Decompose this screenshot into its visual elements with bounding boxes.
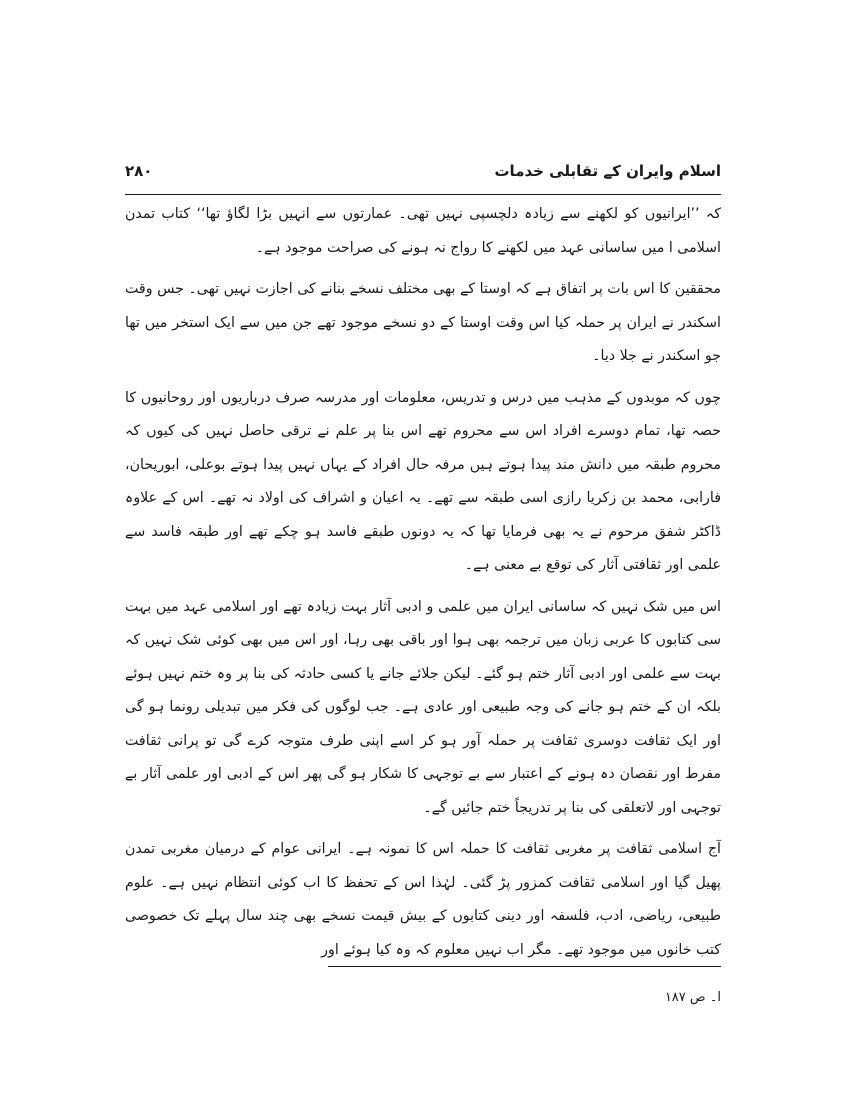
footnote: ا۔ ص ۱۸۷ — [664, 990, 721, 1005]
paragraph: آج اسلامی ثقافت پر مغربی ثقافت کا حملہ اس کا نمونہ ہے۔ ایرانی عوام کے درمیان مغربی تمدن پھیل گیا اور اسلامی ثقافت کمزور پڑ گئی۔ لہٰذا اس کے تحفظ کا اب کوئی انتظام نہیں ہے۔ علوم طبیعی، ریاضی، ادب، فلسفہ اور دینی کتابوں کے بیش قیمت نسخے بھی چند سال پہلے تک خصوصی کتب خانوں میں موجود تھے۔ مگر اب نہیں معلوم کہ وہ کیا ہوئے اور — [125, 841, 721, 958]
body-text — [125, 198, 721, 975]
paragraph: کہ ’’ایرانیوں کو لکھنے سے زیادہ دلچسپی نہیں تھی۔ عمارتوں سے انہیں بڑا لگاؤ تھا‘‘ کتاب تمدن اسلامی ا میں ساسانی عہد میں لکھنے کا رواج نہ ہونے کی صراحت موجود ہے۔ — [125, 206, 721, 256]
page-header — [125, 160, 721, 188]
header-divider — [125, 194, 721, 195]
paragraph: چوں کہ موبدوں کے مذہب میں درس و تدریس، معلومات اور مدرسہ صرف درباریوں اور روحانیوں کا حصہ تھا، تمام دوسرے افراد اس سے محروم تھے اس بنا پر علم نے ترقی حاصل نہیں کی کیوں کہ محروم طبقہ میں دانش مند پیدا ہوتے ہیں مرفہ حال افراد کے یہاں نہیں پیدا ہوتے بوعلی، ابوریحان، فارابی، محمد بن زکریا رازی اسی طبقہ سے تھے۔ یہ اعیان و اشراف کی اولاد نہ تھے۔ اس کے علاوہ ڈاکٹر شفق مرحوم نے یہ بھی فرمایا تھا کہ یہ دونوں طبقے فاسد ہو چکے تھے اور طبقہ فاسد سے علمی اور ثقافتی آثار کی توقع بے معنی ہے۔ — [125, 389, 721, 573]
page-number: ۲۸۰ — [125, 162, 153, 180]
footnote-divider — [328, 966, 721, 967]
running-title: اسلام وایران کے تقابلی خدمات — [494, 162, 721, 180]
paragraph: اس میں شک نہیں کہ ساسانی ایران میں علمی و ادبی آثار بہت زیادہ تھے اور اسلامی عہد میں بہت سی کتابوں کا عربی زبان میں ترجمہ بھی ہوا اور باقی بھی رہا، اور اس میں بھی کوئی شک نہیں کہ بہت سے علمی اور ادبی آثار ختم ہو گئے۔ لیکن جلائے جانے یا کسی حادثہ کی بنا پر وہ ختم نہیں ہوئے بلکہ ان کے ختم ہو جانے کی وجہ طبیعی اور عادی ہے۔ جب لوگوں کی فکر میں تبدیلی رونما ہو گی اور ایک ثقافت دوسری ثقافت پر حملہ آور ہو کر اسے اپنی طرف متوجہ کرے گی تو پرانی ثقافت مفرط اور نقصان دہ ہونے کے اعتبار سے بے توجہی کا شکار ہو گی پھر اس کے ادبی اور علمی آثار بے توجہی اور لاتعلقی کی بنا پر تدریجاً ختم جائیں گے۔ — [125, 598, 721, 816]
paragraph: محققین کا اس بات پر اتفاق ہے کہ اوستا کے بھی مختلف نسخے بنانے کی اجازت نہیں تھی۔ جس وقت اسکندر نے ایران پر حملہ کیا اس وقت اوستا کے دو نسخے موجود تھے جن میں سے ایک استخر میں تھا جو اسکندر نے جلا دیا۔ — [125, 281, 721, 364]
